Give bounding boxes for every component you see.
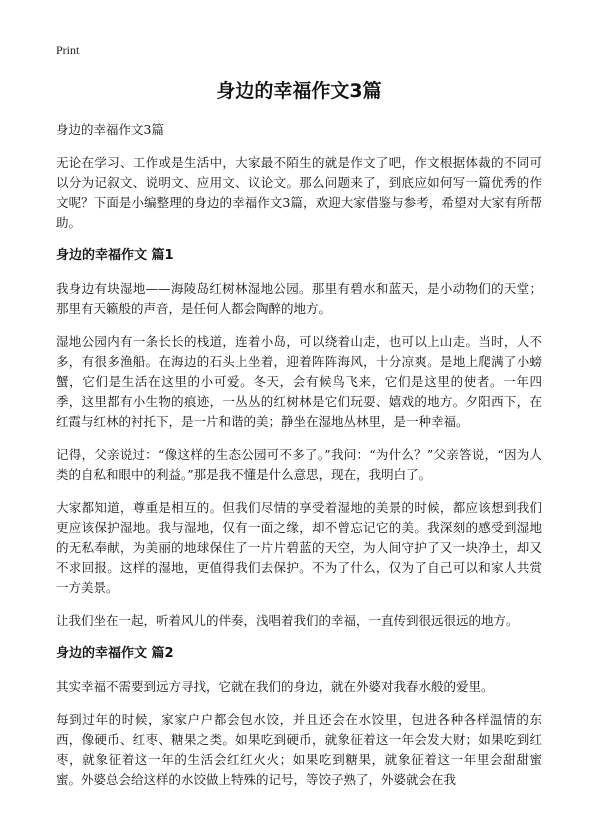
document-subtitle: 身边的幸福作文3篇 xyxy=(56,122,164,137)
print-label: Print xyxy=(56,43,80,57)
section-1-paragraph-3: 记得，父亲说过：“像这样的生态公园可不多了。”我问：“为什么？”父亲答说，“因为人类的自私和眼中的利益。”那是我不懂是什么意思，现在，我明白了。 xyxy=(56,447,542,482)
section-heading: 身边的幸福作文 篇2 xyxy=(56,646,174,661)
section-1-paragraph-5: 让我们坐在一起，听着风儿的伴奏，浅唱着我们的幸福，一直传到很远很远的地方。 xyxy=(56,613,519,628)
section-1 xyxy=(56,246,542,631)
section-1-paragraph-4: 大家都知道，尊重是相互的。但我们尽情的享受着湿地的美景的时候，都应该想到我们更应该保护湿地。我与湿地，仅有一面之缘，却不曾忘记它的美。我深刻的感受到湿地的无私奉献，为美丽的地球保住了一片片碧蓝的天空，为人间守护了又一块净土，却又不求回报。这样的湿地，更值得我们去保护。不为了什么，仅为了自己可以和家人共赏一方美景。 xyxy=(56,500,542,595)
intro-paragraph: 无论在学习、工作或是生活中，大家最不陌生的就是作文了吧，作文根据体裁的不同可以分为记叙文、说明文、应用文、议论文。那么问题来了，到底应如何写一篇优秀的作文呢？下面是小编整理的身边的幸福作文3篇，欢迎大家借鉴与参考，希望对大家有所帮助。 xyxy=(56,155,542,230)
document-title: 身边的幸福作文3篇 xyxy=(216,80,382,102)
section-1-paragraph-2: 湿地公园内有一条长长的栈道，连着小岛，可以绕着山走，也可以上山走。当时，人不多，有很多渔船。在海边的石头上坐着，迎着阵阵海风，十分凉爽。是地上爬满了小螃蟹，它们是生活在这里的小可爱。冬天，会有候鸟飞来，它们是这里的使者。一年四季，这里都有小生物的痕迹，一丛丛的红树林是它们玩耍、嬉戏的地方。夕阳西下，在红霞与红林的衬托下，是一片和谐的美；静坐在湿地丛林里，是一种幸福。 xyxy=(56,334,542,429)
section-heading: 身边的幸福作文 篇1 xyxy=(56,248,174,263)
section-2-paragraph-2: 每到过年的时候，家家户户都会包水饺，并且还会在水饺里，包进各种各样温情的东西，像硬币、红枣、糖果之类。如果吃到硬币，就象征着这一年会发大财；如果吃到红枣，就象征着这一年的生活会红红火火；如果吃到糖果，就象征着这一年里会甜甜蜜蜜。外婆总会给这样的水饺做上特殊的记号，等饺子熟了，外婆就会在我 xyxy=(56,712,542,787)
section-1-paragraph-1: 我身边有块湿地——海陵岛红树林湿地公园。那里有碧水和蓝天，是小动物们的天堂；那里有天籁般的声音，是任何人都会陶醉的地方。 xyxy=(56,281,542,316)
section-2-paragraph-1: 其实幸福不需要到远方寻找，它就在我们的身边，就在外婆对我春水般的爱里。 xyxy=(56,679,494,694)
section-2 xyxy=(56,644,542,790)
